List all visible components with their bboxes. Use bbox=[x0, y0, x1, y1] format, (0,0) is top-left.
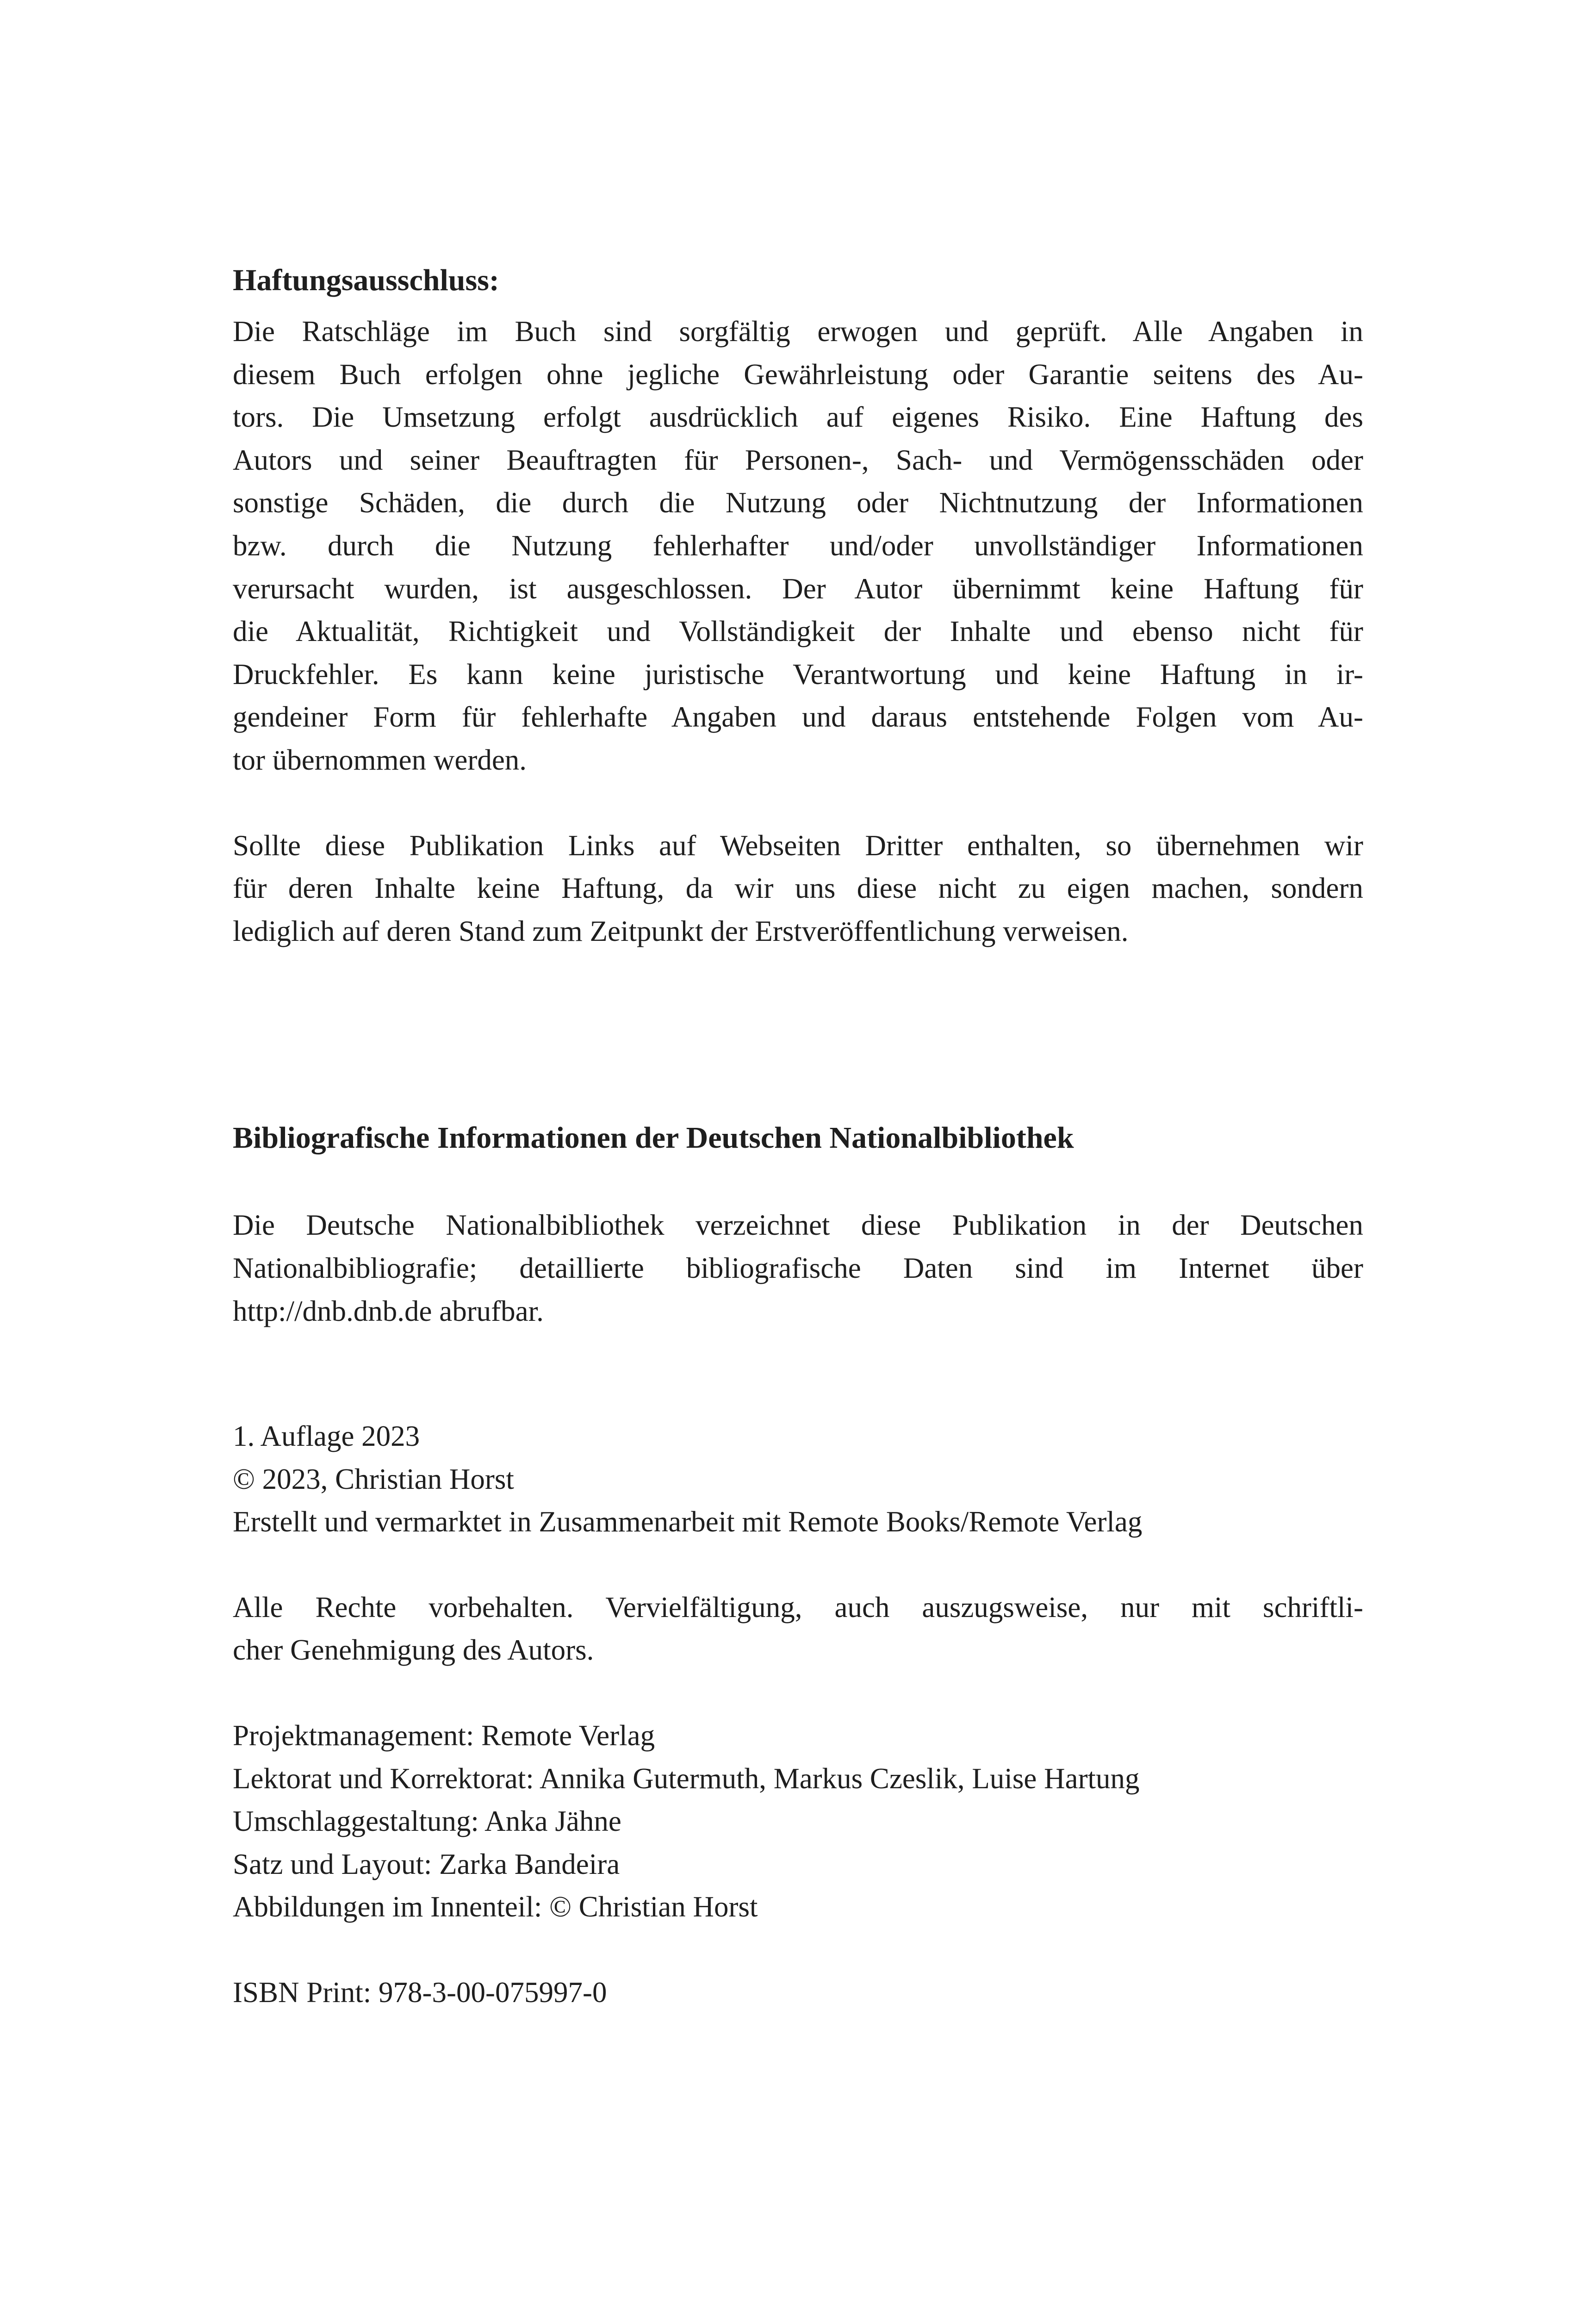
credit-line: Projektmanagement: Remote Verlag bbox=[233, 1719, 655, 1752]
disclaimer-line: diesem Buch erfolgen ohne jegliche Gewährleistung oder Garantie seitens des Au- bbox=[233, 358, 1363, 391]
disclaimer-line: verursacht wurden, ist ausgeschlossen. Der Autor übernimmt keine Haftung für bbox=[233, 572, 1363, 605]
rights-text bbox=[233, 1586, 1363, 1672]
bibliography-text bbox=[233, 1204, 1363, 1332]
credit-line: Lektorat und Korrektorat: Annika Gutermuth, Markus Czeslik, Luise Hartung bbox=[233, 1762, 1140, 1795]
credit-line: Abbildungen im Innenteil: © Christian Horst bbox=[233, 1891, 758, 1923]
bibliography-line: Nationalbibliografie; detaillierte bibliografische Daten sind im Internet über bbox=[233, 1251, 1363, 1284]
bibliography-heading: Bibliografische Informationen der Deutschen Nationalbibliothek bbox=[233, 1121, 1074, 1155]
isbn-text: ISBN Print: 978-3-00-075997-0 bbox=[233, 1976, 607, 2009]
disclaimer-line: tor übernommen werden. bbox=[233, 743, 527, 776]
imprint-page bbox=[233, 259, 1363, 2014]
disclaimer-heading: Haftungsausschluss: bbox=[233, 263, 499, 297]
disclaimer-line: tors. Die Umsetzung erfolgt ausdrücklich auf eigenes Risiko. Eine Haftung des bbox=[233, 401, 1363, 434]
credit-line: Umschlaggestaltung: Anka Jähne bbox=[233, 1805, 621, 1838]
disclaimer-line: Druckfehler. Es kann keine juristische Verantwortung und keine Haftung in ir- bbox=[233, 658, 1363, 690]
disclaimer-text bbox=[233, 310, 1363, 782]
links-notice-line: Sollte diese Publikation Links auf Webseiten Dritter enthalten, so übernehmen wir bbox=[233, 829, 1363, 862]
rights-line: cher Genehmigung des Autors. bbox=[233, 1634, 594, 1667]
edition-block bbox=[233, 1415, 1363, 1543]
disclaimer-line: Die Ratschläge im Buch sind sorgfältig erwogen und geprüft. Alle Angaben in bbox=[233, 315, 1363, 348]
edition-line: 1. Auflage 2023 bbox=[233, 1420, 420, 1453]
disclaimer-line: die Aktualität, Richtigkeit und Vollständigkeit der Inhalte und ebenso nicht für bbox=[233, 615, 1363, 648]
links-notice-line: für deren Inhalte keine Haftung, da wir uns diese nicht zu eigen machen, sondern bbox=[233, 872, 1363, 905]
bibliography-line: http://dnb.dnb.de abrufbar. bbox=[233, 1294, 544, 1327]
credits-block bbox=[233, 1714, 1363, 1928]
disclaimer-line: bzw. durch die Nutzung fehlerhafter und/oder unvollständiger Informationen bbox=[233, 529, 1363, 562]
rights-line: Alle Rechte vorbehalten. Vervielfältigung, auch auszugsweise, nur mit schriftli- bbox=[233, 1591, 1363, 1624]
credit-line: Satz und Layout: Zarka Bandeira bbox=[233, 1847, 620, 1880]
disclaimer-line: gendeiner Form für fehlerhafte Angaben und daraus entstehende Folgen vom Au- bbox=[233, 701, 1363, 734]
publisher-line: Erstellt und vermarktet in Zusammenarbeit mit Remote Books/Remote Verlag bbox=[233, 1505, 1143, 1538]
links-notice-line: lediglich auf deren Stand zum Zeitpunkt der Erstveröffentlichung verweisen. bbox=[233, 914, 1129, 947]
disclaimer-line: sonstige Schäden, die durch die Nutzung oder Nichtnutzung der Informationen bbox=[233, 486, 1363, 519]
isbn-line bbox=[233, 1971, 1363, 2014]
links-notice-text bbox=[233, 824, 1363, 953]
copyright-line: © 2023, Christian Horst bbox=[233, 1462, 514, 1495]
disclaimer-line: Autors und seiner Beauftragten für Personen-, Sach- und Vermögensschäden oder bbox=[233, 443, 1363, 476]
bibliography-line: Die Deutsche Nationalbibliothek verzeichnet diese Publikation in der Deutschen bbox=[233, 1209, 1363, 1242]
